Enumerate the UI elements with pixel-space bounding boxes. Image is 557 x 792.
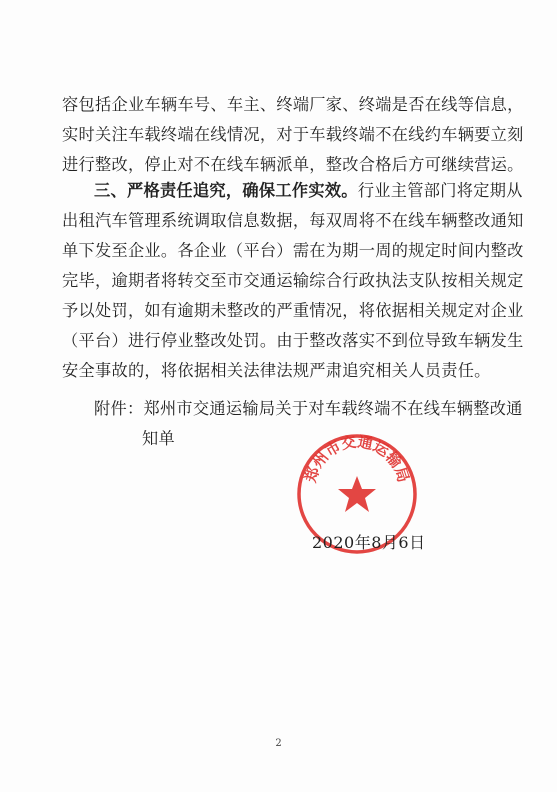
seal-text: 郑州市交通运输局 (301, 432, 413, 485)
page-number: 2 (275, 738, 282, 749)
section-heading: 三、严格责任追究，确保工作实效。 (94, 181, 358, 200)
text-fragment: 行业主管部门将定期从 (357, 181, 523, 200)
attachment-line: 附件：郑州市交通运输局关于对车载终端不在线车辆整改通 (94, 399, 523, 418)
text-line: 予以处罚，如有逾期未整改的严重情况，将依据相关规定对企业 (62, 301, 524, 320)
paragraph-continued (62, 90, 524, 180)
paragraph-section-three (62, 176, 524, 386)
text-line: 完毕，逾期者将转交至市交通运输综合行政执法支队按相关规定 (62, 271, 524, 290)
text-line: 进行整改，停止对不在线车辆派单，整改合格后方可继续营运。 (62, 155, 524, 174)
text-line: 容包括企业车辆车号、车主、终端厂家、终端是否在线等信息， (62, 95, 524, 114)
document-date: 2020年8月6日 (312, 533, 426, 552)
text-line: 出租汽车管理系统调取信息数据，每双周将不在线车辆整改通知 (62, 211, 524, 230)
text-line (62, 176, 523, 206)
text-line: （平台）进行停业整改处罚。由于整改落实不到位导致车辆发生 (62, 331, 524, 350)
text-line: 安全事故的，将依据相关法律法规严肃追究相关人员责任。 (62, 361, 491, 380)
text-line: 实时关注车载终端在线情况，对于车载终端不在线约车辆要立刻 (62, 125, 524, 144)
text-line: 单下发至企业。各企业（平台）需在为期一周的规定时间内整改 (62, 241, 524, 260)
attachment-line: 知单 (142, 429, 175, 448)
